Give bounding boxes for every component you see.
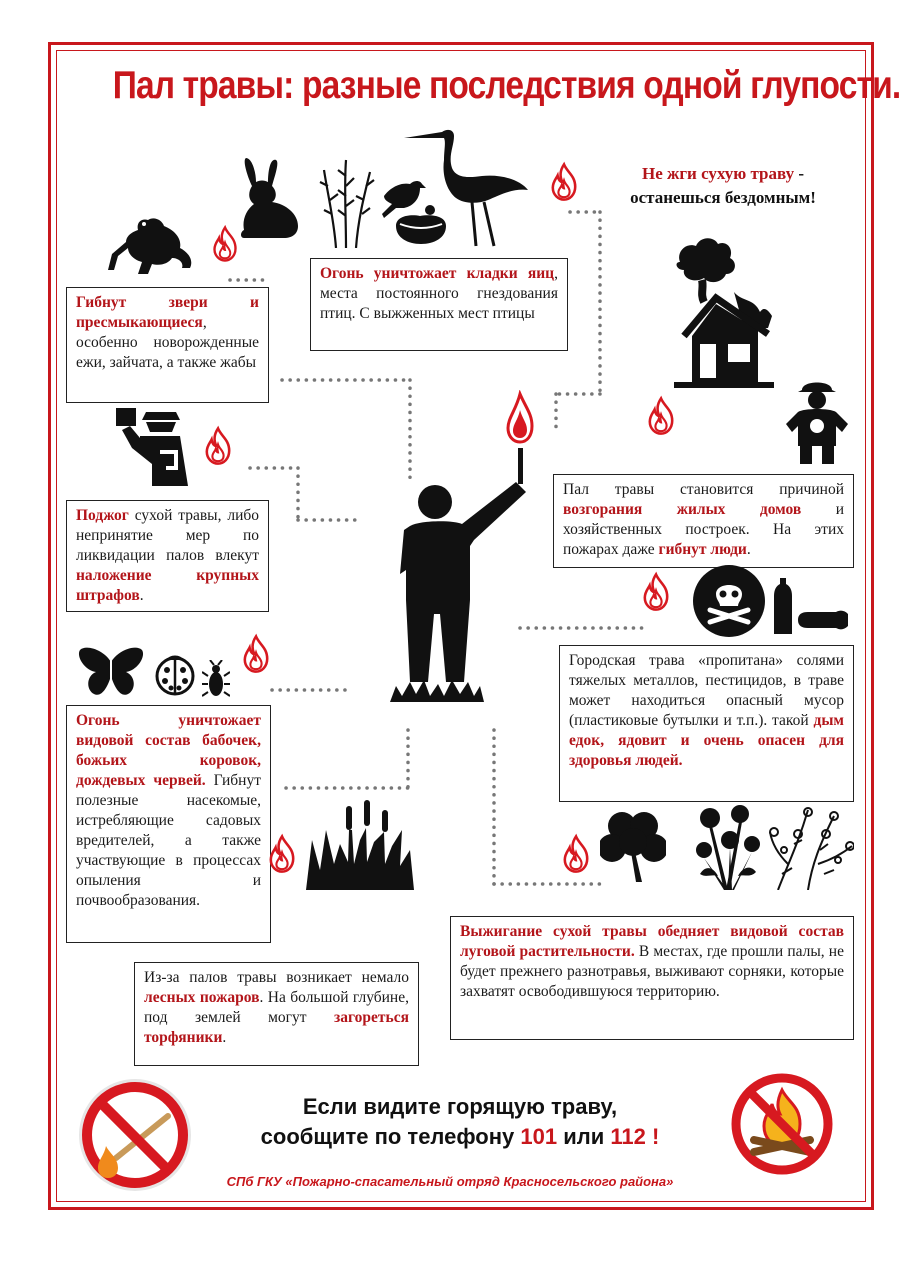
plastic-bottle-icon (772, 576, 852, 636)
skull-icon (692, 564, 766, 638)
clover-icon (600, 812, 666, 882)
beetle-icon (202, 660, 230, 700)
herb-icon (768, 804, 854, 890)
flame-icon (548, 160, 580, 204)
warning-text: Не жги сухую траву - останешься бездомным! (630, 164, 816, 207)
no-campfire-sign-icon (730, 1072, 834, 1176)
page-title: Пал травы: разные последствия одной глупости. (112, 64, 900, 107)
flame-icon (560, 832, 592, 876)
person-with-match-icon (380, 390, 550, 710)
heron-icon (402, 124, 536, 248)
flame-icon (240, 632, 272, 676)
reeds-icon (306, 800, 416, 890)
footer-organization: СПб ГКУ «Пожарно-спасательный отряд Красносельского района» (226, 1174, 674, 1189)
info-box-houses: Пал травы становится причиной возгорания жилых домов и хозяйственных построек. На этих пожарах даже гибнут люди. (553, 474, 854, 568)
phone-number-101: 101 (520, 1124, 558, 1149)
info-box-plants: Выжигание сухой травы обедняет видовой состав луговой растительности. В местах, где прошли палы, не будет прежнего разнотравья, выживают сорняки, которые захватят освободившуюся территорию. (450, 916, 854, 1040)
info-box-forest: Из-за палов травы возникает немало лесных пожаров. На большой глубине, под землей могут загореться торфяники. (134, 962, 419, 1066)
info-box-arson: Поджог сухой травы, либо непринятие мер по ликвидации палов влекут наложение крупных штрафов. (66, 500, 269, 612)
frog-icon (108, 208, 198, 280)
call-to-action: Если видите горящую траву, сообщите по телефону 101 или 112 ! (260, 1094, 660, 1149)
firefighter-icon (778, 376, 856, 466)
flame-icon (640, 570, 672, 614)
flame-icon (202, 424, 234, 468)
burning-house-icon (664, 232, 784, 392)
phone-number-112: 112 (610, 1124, 646, 1149)
info-box-insects: Огонь уничтожает видовой состав бабочек, божьих коровок, дождевых червей. Гибнут полезные насекомые, истребляющие садовых вредителей, а также участвующие в процессах опыления и почвообразования. (66, 705, 271, 943)
wildflowers-icon (690, 804, 766, 890)
info-box-animals: Гибнут звери и пресмыкающиеся, особенно новорожденные ежи, зайчата, а также жабы (66, 287, 269, 403)
info-box-birds: Огонь уничтожает кладки яиц, места постоянного гнездования птиц. С выжженных мест птицы (310, 258, 568, 351)
info-box-smoke: Городская трава «пропитана» солями тяжелых металлов, пестицидов, в траве может находиться опасный мусор (пластиковые бутылки и т.п.). такой дым едок, ядовит и очень опасен для здоровья людей. (559, 645, 854, 802)
grass-icon (318, 156, 376, 248)
ladybug-icon (150, 648, 200, 698)
butterfly-icon (76, 646, 146, 698)
flame-icon (266, 832, 298, 876)
police-officer-icon (110, 408, 192, 486)
rabbit-icon (234, 154, 304, 238)
flame-icon (645, 394, 677, 438)
